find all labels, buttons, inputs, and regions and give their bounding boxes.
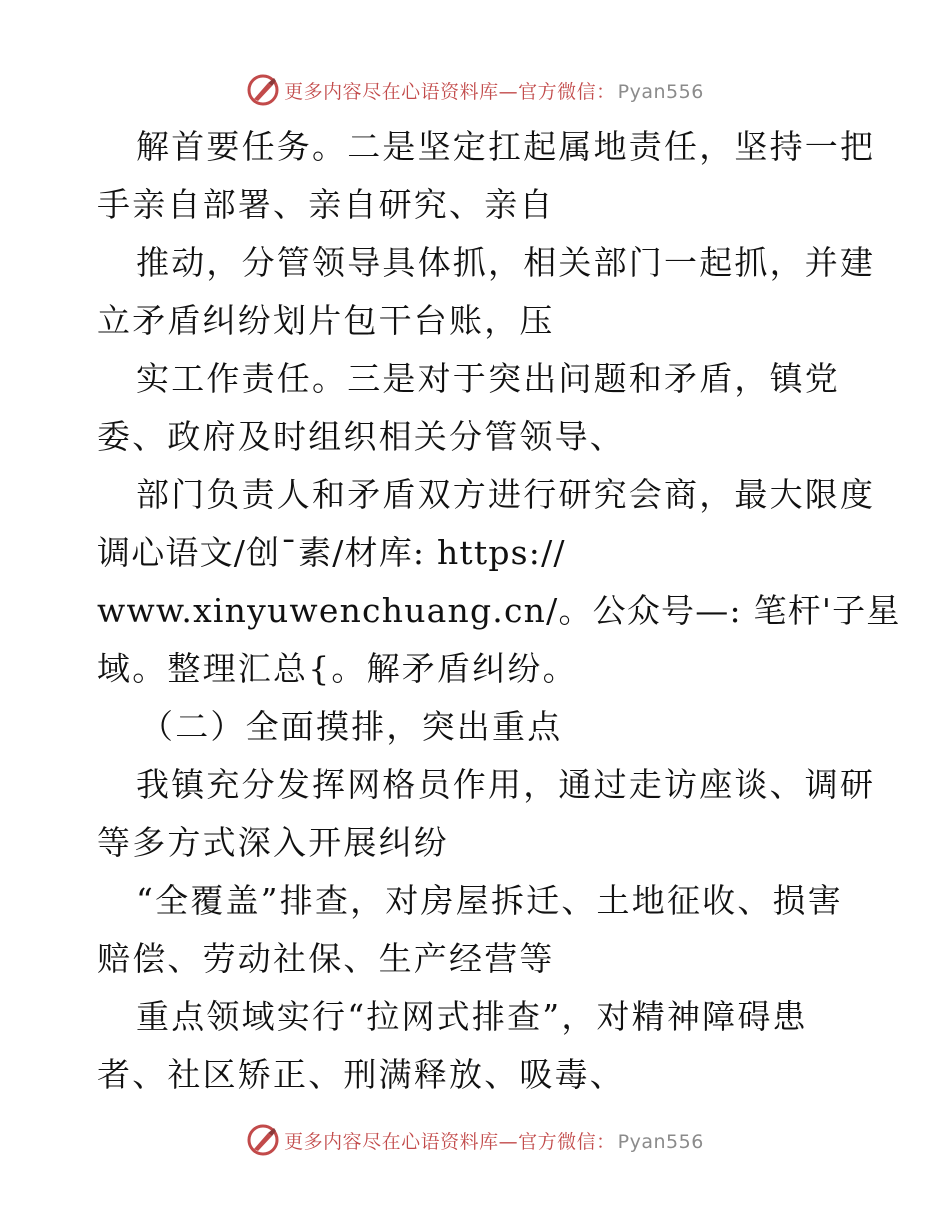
text-line: “全覆盖”排查，对房屋拆迁、土地征收、损害 — [136, 881, 843, 920]
text-line: 等多方式深入开展纠纷 — [97, 823, 449, 862]
watermark-brand: Pyan556 — [617, 80, 704, 103]
watermark-brand: Pyan556 — [617, 1130, 704, 1153]
watermark-banner-top — [0, 70, 950, 110]
text-line: 部门负责人和矛盾双方进行研究会商，最大限度 — [136, 475, 876, 514]
text-line: www.xinyuwenchuang.cn/。公众号—: 笔杆'子星 — [97, 591, 901, 630]
watermark-text: 更多内容尽在心语资料库—官方微信： Pyan556 — [284, 1130, 704, 1153]
text-line: 调心语文/创¯素/材库: https:// — [97, 533, 566, 572]
text-line: 赔偿、劳动社保、生产经营等 — [97, 939, 555, 978]
text-line: 解首要任务。二是坚定扛起属地责任，坚持一把 — [136, 127, 876, 166]
watermark-banner-bottom — [0, 1120, 950, 1160]
text-line: 推动，分管领导具体抓，相关部门一起抓，并建 — [136, 243, 876, 282]
text-line: 实工作责任。三是对于突出问题和矛盾，镇党 — [136, 359, 840, 398]
text-line: 手亲自部署、亲自研究、亲自 — [97, 185, 555, 224]
pen-logo-icon — [246, 1123, 280, 1157]
text-line: 者、社区矫正、刑满释放、吸毒、 — [97, 1055, 625, 1094]
text-line: 重点领域实行“拉网式排查”，对精神障碍患 — [136, 997, 808, 1036]
watermark-text: 更多内容尽在心语资料库—官方微信： Pyan556 — [284, 80, 704, 103]
section-heading: （二）全面摸排，突出重点 — [140, 707, 563, 746]
text-line: 我镇充分发挥网格员作用，通过走访座谈、调研 — [136, 765, 876, 804]
pen-logo-icon — [246, 73, 280, 107]
text-line: 域。整理汇总{。解矛盾纠纷。 — [97, 649, 578, 688]
text-line: 委、政府及时组织相关分管领导、 — [97, 417, 625, 456]
text-line: 立矛盾纠纷划片包干台账，压 — [97, 301, 555, 340]
